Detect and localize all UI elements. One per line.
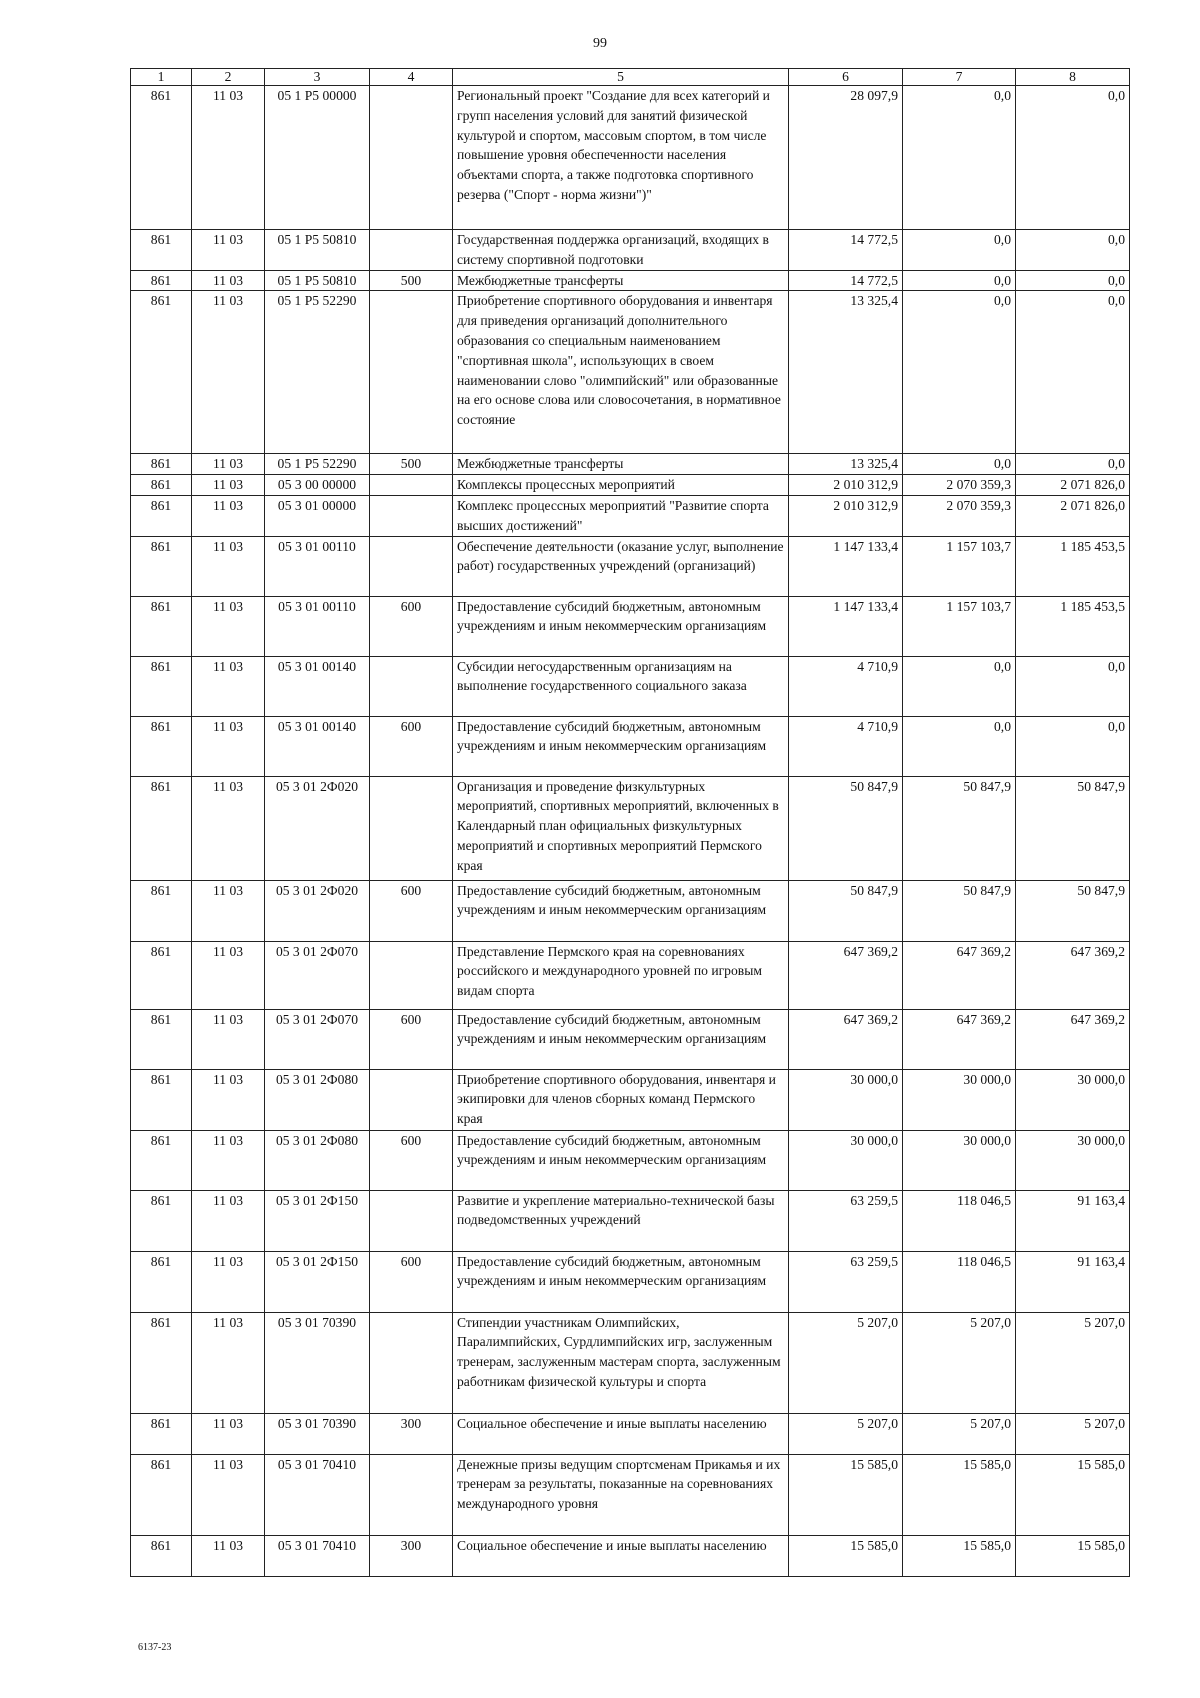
cell-amount-year-1: 28 097,9 (789, 86, 903, 230)
cell-section-code: 11 03 (192, 1069, 265, 1130)
cell-amount-year-2: 30 000,0 (903, 1069, 1016, 1130)
cell-ministry-code: 861 (131, 776, 192, 880)
table-row (131, 1454, 1130, 1535)
cell-ministry-code: 861 (131, 1190, 192, 1251)
cell-expense-type (370, 230, 453, 271)
cell-section-code: 11 03 (192, 495, 265, 536)
table-row (131, 1190, 1130, 1251)
cell-ministry-code: 861 (131, 536, 192, 596)
cell-amount-year-2: 2 070 359,3 (903, 495, 1016, 536)
cell-section-code: 11 03 (192, 596, 265, 656)
cell-amount-year-2: 5 207,0 (903, 1312, 1016, 1413)
cell-amount-year-2: 0,0 (903, 454, 1016, 475)
column-header: 8 (1016, 69, 1130, 86)
cell-expense-type: 600 (370, 880, 453, 941)
cell-description: Комплексы процессных мероприятий (453, 475, 789, 496)
table-row (131, 941, 1130, 1009)
cell-amount-year-3: 30 000,0 (1016, 1130, 1130, 1190)
cell-target-article: 05 3 01 70390 (265, 1413, 370, 1454)
cell-amount-year-1: 13 325,4 (789, 291, 903, 454)
cell-expense-type (370, 776, 453, 880)
cell-amount-year-2: 0,0 (903, 270, 1016, 291)
cell-target-article: 05 3 00 00000 (265, 475, 370, 496)
table-row (131, 291, 1130, 454)
table-row (131, 1535, 1130, 1576)
cell-section-code: 11 03 (192, 454, 265, 475)
cell-section-code: 11 03 (192, 230, 265, 271)
cell-description: Государственная поддержка организаций, входящих в систему спортивной подготовки (453, 230, 789, 271)
cell-section-code: 11 03 (192, 475, 265, 496)
cell-expense-type (370, 86, 453, 230)
cell-amount-year-3: 15 585,0 (1016, 1535, 1130, 1576)
table-row (131, 86, 1130, 230)
cell-amount-year-2: 5 207,0 (903, 1413, 1016, 1454)
cell-expense-type (370, 1069, 453, 1130)
cell-section-code: 11 03 (192, 1190, 265, 1251)
cell-target-article: 05 3 01 70410 (265, 1535, 370, 1576)
cell-amount-year-3: 647 369,2 (1016, 941, 1130, 1009)
cell-target-article: 05 3 01 2Ф070 (265, 1009, 370, 1069)
cell-target-article: 05 3 01 00000 (265, 495, 370, 536)
cell-description: Предоставление субсидий бюджетным, автономным учреждениям и иным некоммерческим организациям (453, 596, 789, 656)
cell-target-article: 05 3 01 00140 (265, 716, 370, 776)
cell-target-article: 05 3 01 2Ф020 (265, 880, 370, 941)
cell-target-article: 05 3 01 2Ф080 (265, 1130, 370, 1190)
cell-target-article: 05 3 01 2Ф080 (265, 1069, 370, 1130)
cell-amount-year-1: 14 772,5 (789, 230, 903, 271)
cell-amount-year-1: 50 847,9 (789, 776, 903, 880)
table-header-row (131, 69, 1130, 86)
cell-amount-year-2: 15 585,0 (903, 1454, 1016, 1535)
cell-amount-year-3: 0,0 (1016, 716, 1130, 776)
cell-target-article: 05 1 P5 50810 (265, 230, 370, 271)
cell-description: Межбюджетные трансферты (453, 454, 789, 475)
cell-section-code: 11 03 (192, 1413, 265, 1454)
cell-amount-year-1: 1 147 133,4 (789, 536, 903, 596)
cell-amount-year-2: 50 847,9 (903, 880, 1016, 941)
cell-amount-year-3: 91 163,4 (1016, 1190, 1130, 1251)
cell-expense-type: 600 (370, 1251, 453, 1312)
cell-ministry-code: 861 (131, 880, 192, 941)
cell-expense-type: 600 (370, 1130, 453, 1190)
cell-amount-year-3: 30 000,0 (1016, 1069, 1130, 1130)
cell-amount-year-3: 50 847,9 (1016, 880, 1130, 941)
cell-ministry-code: 861 (131, 86, 192, 230)
cell-amount-year-1: 4 710,9 (789, 716, 903, 776)
cell-section-code: 11 03 (192, 1130, 265, 1190)
cell-amount-year-1: 5 207,0 (789, 1312, 903, 1413)
cell-description: Приобретение спортивного оборудования и инвентаря для приведения организаций дополнительного образования со специальным наименованием "спортивная школа", использующих в своем наименовании слово "олимпийский" или образованные на его основе слова или словосочетания, в нормативное состояние (453, 291, 789, 454)
cell-target-article: 05 3 01 2Ф020 (265, 776, 370, 880)
cell-amount-year-3: 0,0 (1016, 454, 1130, 475)
cell-expense-type: 500 (370, 454, 453, 475)
cell-ministry-code: 861 (131, 941, 192, 1009)
cell-section-code: 11 03 (192, 1009, 265, 1069)
table-row (131, 1009, 1130, 1069)
cell-ministry-code: 861 (131, 596, 192, 656)
cell-ministry-code: 861 (131, 495, 192, 536)
cell-description: Региональный проект "Создание для всех категорий и групп населения условий для занятий физической культурой и спортом, массовым спортом, в том числе повышение уровня обеспеченности населения объектами спорта, а также подготовка спортивного резерва ("Спорт - норма жизни")" (453, 86, 789, 230)
cell-target-article: 05 3 01 00110 (265, 536, 370, 596)
column-header: 3 (265, 69, 370, 86)
cell-section-code: 11 03 (192, 1535, 265, 1576)
cell-target-article: 05 3 01 70410 (265, 1454, 370, 1535)
table-row (131, 716, 1130, 776)
cell-amount-year-1: 15 585,0 (789, 1535, 903, 1576)
cell-amount-year-1: 5 207,0 (789, 1413, 903, 1454)
cell-amount-year-2: 15 585,0 (903, 1535, 1016, 1576)
table-row (131, 536, 1130, 596)
footer-code: 6137-23 (138, 1642, 172, 1653)
cell-amount-year-1: 50 847,9 (789, 880, 903, 941)
cell-section-code: 11 03 (192, 880, 265, 941)
cell-description: Предоставление субсидий бюджетным, автономным учреждениям и иным некоммерческим организациям (453, 880, 789, 941)
cell-amount-year-1: 4 710,9 (789, 656, 903, 716)
cell-amount-year-1: 2 010 312,9 (789, 475, 903, 496)
table-row (131, 230, 1130, 271)
cell-amount-year-2: 647 369,2 (903, 1009, 1016, 1069)
cell-target-article: 05 3 01 00110 (265, 596, 370, 656)
cell-expense-type: 600 (370, 596, 453, 656)
cell-amount-year-2: 0,0 (903, 86, 1016, 230)
cell-description: Приобретение спортивного оборудования, инвентаря и экипировки для членов сборных команд Пермского края (453, 1069, 789, 1130)
cell-amount-year-2: 1 157 103,7 (903, 536, 1016, 596)
cell-section-code: 11 03 (192, 86, 265, 230)
table-row (131, 656, 1130, 716)
cell-description: Социальное обеспечение и иные выплаты населению (453, 1413, 789, 1454)
cell-amount-year-3: 0,0 (1016, 291, 1130, 454)
cell-ministry-code: 861 (131, 475, 192, 496)
cell-description: Комплекс процессных мероприятий "Развитие спорта высших достижений" (453, 495, 789, 536)
cell-amount-year-2: 50 847,9 (903, 776, 1016, 880)
cell-amount-year-2: 118 046,5 (903, 1190, 1016, 1251)
cell-section-code: 11 03 (192, 716, 265, 776)
cell-section-code: 11 03 (192, 941, 265, 1009)
cell-amount-year-3: 2 071 826,0 (1016, 475, 1130, 496)
cell-description: Субсидии негосударственным организациям на выполнение государственного социального заказа (453, 656, 789, 716)
cell-expense-type (370, 475, 453, 496)
cell-amount-year-1: 15 585,0 (789, 1454, 903, 1535)
cell-amount-year-3: 91 163,4 (1016, 1251, 1130, 1312)
table-row (131, 270, 1130, 291)
cell-ministry-code: 861 (131, 1454, 192, 1535)
cell-ministry-code: 861 (131, 1130, 192, 1190)
table-row (131, 495, 1130, 536)
cell-amount-year-1: 30 000,0 (789, 1130, 903, 1190)
cell-amount-year-2: 0,0 (903, 230, 1016, 271)
cell-description: Денежные призы ведущим спортсменам Прикамья и их тренерам за результаты, показанные на соревнованиях международного уровня (453, 1454, 789, 1535)
cell-amount-year-3: 2 071 826,0 (1016, 495, 1130, 536)
cell-description: Обеспечение деятельности (оказание услуг, выполнение работ) государственных учреждений (организаций) (453, 536, 789, 596)
table-row (131, 1312, 1130, 1413)
cell-target-article: 05 3 01 2Ф150 (265, 1190, 370, 1251)
cell-amount-year-2: 0,0 (903, 291, 1016, 454)
cell-amount-year-1: 14 772,5 (789, 270, 903, 291)
cell-amount-year-2: 0,0 (903, 716, 1016, 776)
cell-amount-year-2: 647 369,2 (903, 941, 1016, 1009)
cell-description: Предоставление субсидий бюджетным, автономным учреждениям и иным некоммерческим организациям (453, 1009, 789, 1069)
cell-description: Предоставление субсидий бюджетным, автономным учреждениям и иным некоммерческим организациям (453, 1130, 789, 1190)
cell-expense-type (370, 495, 453, 536)
cell-ministry-code: 861 (131, 656, 192, 716)
cell-amount-year-1: 30 000,0 (789, 1069, 903, 1130)
cell-ministry-code: 861 (131, 1009, 192, 1069)
cell-description: Представление Пермского края на соревнованиях российского и международного уровней по игровым видам спорта (453, 941, 789, 1009)
cell-target-article: 05 3 01 00140 (265, 656, 370, 716)
cell-ministry-code: 861 (131, 1413, 192, 1454)
cell-section-code: 11 03 (192, 291, 265, 454)
cell-amount-year-2: 118 046,5 (903, 1251, 1016, 1312)
column-header: 1 (131, 69, 192, 86)
cell-description: Стипендии участникам Олимпийских, Паралимпийских, Сурдлимпийских игр, заслуженным тренерам, заслуженным мастерам спорта, заслуженным работникам физической культуры и спорта (453, 1312, 789, 1413)
cell-amount-year-3: 1 185 453,5 (1016, 536, 1130, 596)
budget-table (130, 68, 1130, 1577)
cell-amount-year-3: 0,0 (1016, 270, 1130, 291)
cell-section-code: 11 03 (192, 1454, 265, 1535)
cell-section-code: 11 03 (192, 1312, 265, 1413)
column-header: 5 (453, 69, 789, 86)
table-row (131, 1130, 1130, 1190)
table-row (131, 1069, 1130, 1130)
table-row (131, 880, 1130, 941)
cell-ministry-code: 861 (131, 1312, 192, 1413)
cell-ministry-code: 861 (131, 291, 192, 454)
table-row (131, 1413, 1130, 1454)
cell-amount-year-3: 0,0 (1016, 656, 1130, 716)
table-row (131, 454, 1130, 475)
cell-description: Межбюджетные трансферты (453, 270, 789, 291)
table-body (131, 86, 1130, 1577)
cell-description: Предоставление субсидий бюджетным, автономным учреждениям и иным некоммерческим организациям (453, 716, 789, 776)
cell-expense-type (370, 656, 453, 716)
cell-expense-type (370, 1190, 453, 1251)
cell-section-code: 11 03 (192, 1251, 265, 1312)
cell-description: Организация и проведение физкультурных мероприятий, спортивных мероприятий, включенных в Календарный план официальных физкультурных мероприятий и спортивных мероприятий Пермского края (453, 776, 789, 880)
cell-section-code: 11 03 (192, 776, 265, 880)
cell-ministry-code: 861 (131, 1251, 192, 1312)
cell-amount-year-3: 50 847,9 (1016, 776, 1130, 880)
cell-section-code: 11 03 (192, 536, 265, 596)
cell-ministry-code: 861 (131, 1069, 192, 1130)
cell-ministry-code: 861 (131, 716, 192, 776)
cell-target-article: 05 3 01 70390 (265, 1312, 370, 1413)
cell-target-article: 05 1 P5 52290 (265, 291, 370, 454)
cell-amount-year-3: 1 185 453,5 (1016, 596, 1130, 656)
cell-description: Предоставление субсидий бюджетным, автономным учреждениям и иным некоммерческим организациям (453, 1251, 789, 1312)
cell-amount-year-3: 647 369,2 (1016, 1009, 1130, 1069)
cell-section-code: 11 03 (192, 270, 265, 291)
cell-expense-type (370, 291, 453, 454)
cell-description: Развитие и укрепление материально-технической базы подведомственных учреждений (453, 1190, 789, 1251)
cell-expense-type (370, 1312, 453, 1413)
cell-amount-year-3: 5 207,0 (1016, 1413, 1130, 1454)
cell-expense-type: 300 (370, 1535, 453, 1576)
cell-expense-type: 300 (370, 1413, 453, 1454)
table-row (131, 776, 1130, 880)
cell-amount-year-1: 647 369,2 (789, 941, 903, 1009)
cell-expense-type (370, 536, 453, 596)
cell-amount-year-2: 30 000,0 (903, 1130, 1016, 1190)
cell-amount-year-2: 1 157 103,7 (903, 596, 1016, 656)
cell-section-code: 11 03 (192, 656, 265, 716)
cell-expense-type: 500 (370, 270, 453, 291)
column-header: 4 (370, 69, 453, 86)
column-header: 6 (789, 69, 903, 86)
cell-amount-year-1: 1 147 133,4 (789, 596, 903, 656)
cell-target-article: 05 1 P5 52290 (265, 454, 370, 475)
cell-amount-year-1: 2 010 312,9 (789, 495, 903, 536)
cell-target-article: 05 3 01 2Ф150 (265, 1251, 370, 1312)
cell-amount-year-1: 13 325,4 (789, 454, 903, 475)
cell-target-article: 05 1 P5 50810 (265, 270, 370, 291)
cell-amount-year-1: 647 369,2 (789, 1009, 903, 1069)
cell-amount-year-2: 0,0 (903, 656, 1016, 716)
cell-amount-year-2: 2 070 359,3 (903, 475, 1016, 496)
cell-amount-year-1: 63 259,5 (789, 1190, 903, 1251)
column-header: 2 (192, 69, 265, 86)
cell-expense-type: 600 (370, 716, 453, 776)
cell-description: Социальное обеспечение и иные выплаты населению (453, 1535, 789, 1576)
table-row (131, 475, 1130, 496)
cell-amount-year-3: 0,0 (1016, 230, 1130, 271)
page-number: 99 (593, 36, 607, 51)
table-row (131, 596, 1130, 656)
cell-ministry-code: 861 (131, 1535, 192, 1576)
cell-ministry-code: 861 (131, 454, 192, 475)
table-row (131, 1251, 1130, 1312)
cell-ministry-code: 861 (131, 270, 192, 291)
cell-amount-year-3: 5 207,0 (1016, 1312, 1130, 1413)
cell-target-article: 05 3 01 2Ф070 (265, 941, 370, 1009)
cell-expense-type (370, 941, 453, 1009)
cell-target-article: 05 1 P5 00000 (265, 86, 370, 230)
cell-amount-year-3: 15 585,0 (1016, 1454, 1130, 1535)
cell-amount-year-1: 63 259,5 (789, 1251, 903, 1312)
cell-ministry-code: 861 (131, 230, 192, 271)
cell-expense-type (370, 1454, 453, 1535)
cell-amount-year-3: 0,0 (1016, 86, 1130, 230)
column-header: 7 (903, 69, 1016, 86)
cell-expense-type: 600 (370, 1009, 453, 1069)
